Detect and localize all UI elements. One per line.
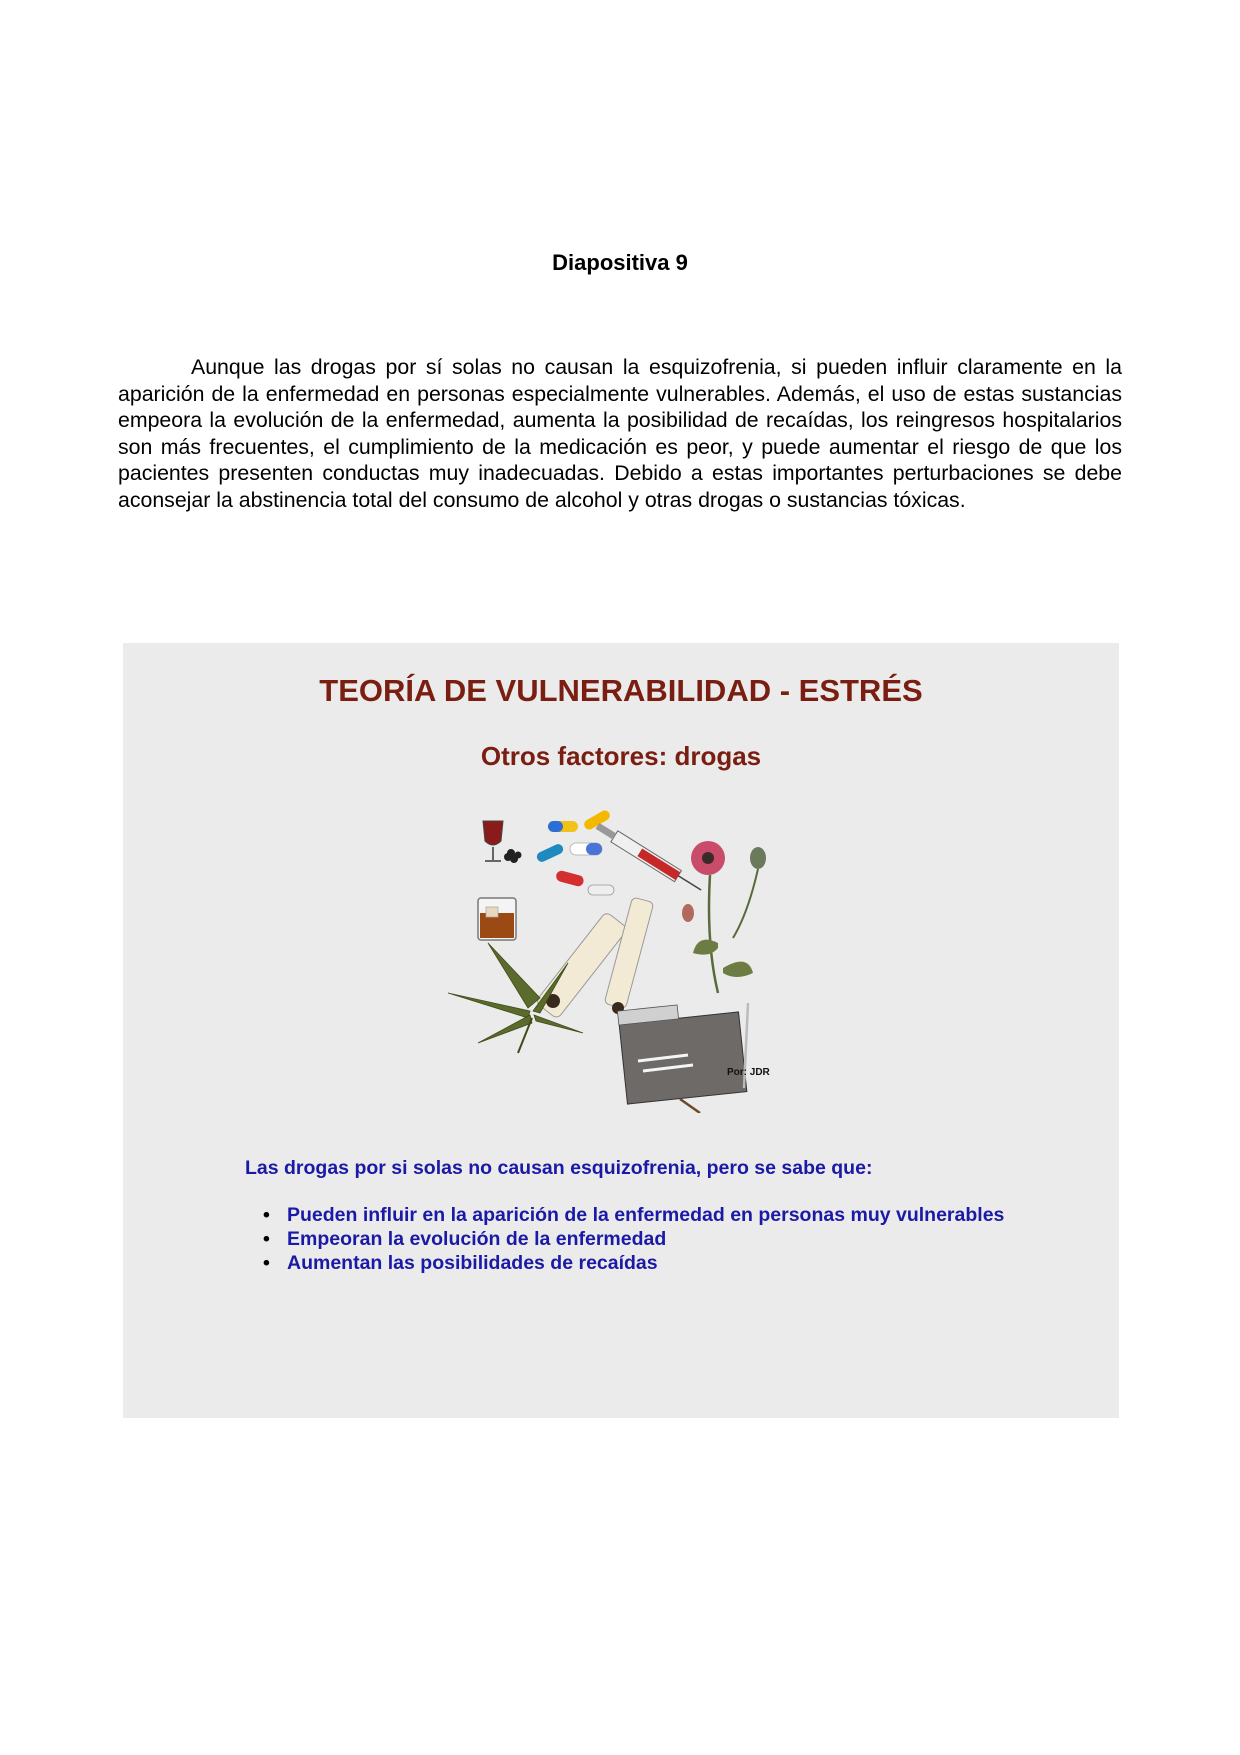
slide-title: TEORÍA DE VULNERABILIDAD - ESTRÉS: [319, 673, 923, 708]
list-item: • Pueden influir en la aparición de la enfermedad en personas muy vulnerables: [263, 1204, 1005, 1226]
whisky-glass-icon: [478, 898, 516, 940]
list-item: • Aumentan las posibilidades de recaídas: [263, 1252, 658, 1274]
list-item: • Empeoran la evolución de la enfermedad: [263, 1228, 667, 1250]
slide-panel: [123, 643, 1119, 1418]
page-title: Diapositiva 9: [552, 250, 688, 275]
slide-intro: Las drogas por si solas no causan esquizofrenia, pero se sabe que:: [245, 1157, 873, 1179]
image-credit: Por: JDR: [727, 1067, 770, 1078]
bullet-list: [263, 1203, 1004, 1275]
pills-icon: [535, 809, 614, 895]
wine-glass-icon: [483, 821, 522, 863]
syringe-icon: [594, 820, 704, 896]
mirror-lines-icon: [617, 1003, 748, 1113]
cigarettes-icon: [535, 897, 654, 1019]
body-paragraph: Aunque las drogas por sí solas no causan la esquizofrenia, si pueden influir claramente en la aparición de la enfermedad en personas especialmente vulnerables. Además, el uso de estas sustancias empeora la evolución de la enfermedad, aumenta la posibilidad de recaídas, los reingresos hospitalarios son más frecuentes, el cumplimiento de la medicación es peor, y puede aumentar el riesgo de que los pacientes presenten conductas muy inadecuadas. Debido a estas importantes perturbaciones se debe aconsejar la abstinencia total del consumo de alcohol y otras drogas o sustancias tóxicas.: [118, 355, 1122, 512]
poppy-icon: [682, 841, 766, 993]
slide-subtitle: Otros factores: drogas: [480, 741, 762, 771]
